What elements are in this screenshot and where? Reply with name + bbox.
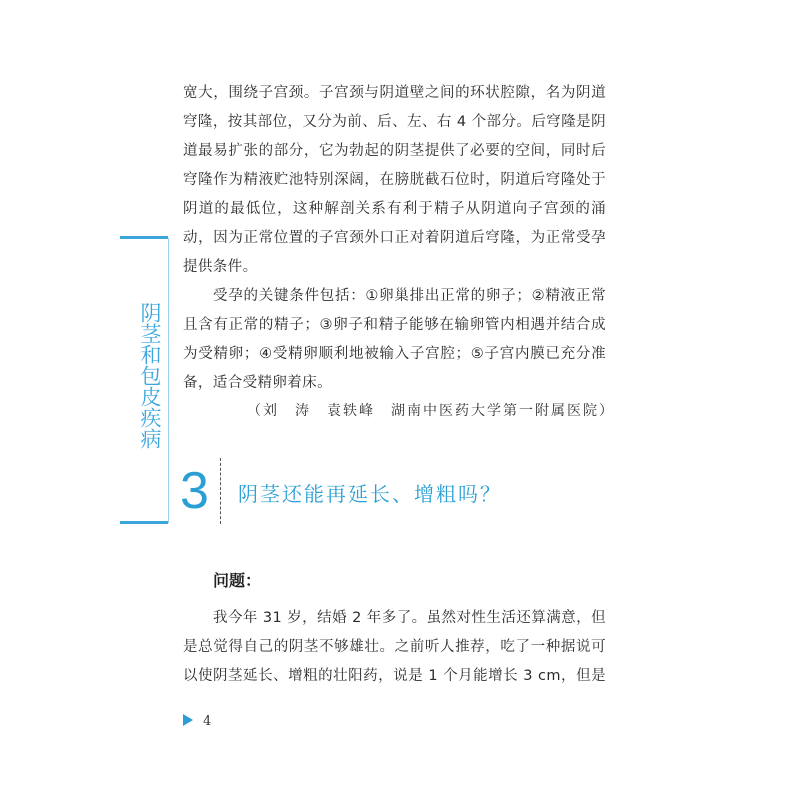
section-title: 阴茎还能再延长、增粗吗？ <box>238 482 502 506</box>
sidebar-bottom-rule <box>120 521 168 524</box>
sidebar-vertical-rule <box>168 238 169 523</box>
page-footer <box>183 714 211 729</box>
body-line: 道最易扩张的部分，它为勃起的阴茎提供了必要的空间，同时后 <box>183 143 606 159</box>
author-citation: （刘 涛 袁轶峰 湖南中医药大学第一附属医院） <box>247 403 615 419</box>
body-line: 备，适合受精卵着床。 <box>183 375 332 391</box>
body-line: 且含有正常的精子；③卵子和精子能够在输卵管内相遇并结合成 <box>183 317 606 333</box>
body-line: 是总觉得自己的阴茎不够雄壮。之前听人推荐，吃了一种据说可 <box>183 639 606 655</box>
body-line: 穹隆作为精液贮池特别深阔，在膀胱截石位时，阴道后穹隆处于 <box>183 172 606 188</box>
body-line: 我今年 31 岁，结婚 2 年多了。虽然对性生活还算满意，但 <box>213 610 606 626</box>
body-line: 穹隆，按其部位，又分为前、后、左、右 4 个部分。后穹隆是阴 <box>183 114 606 130</box>
page-number: 4 <box>203 714 212 729</box>
section-divider <box>220 458 221 524</box>
body-line: 受孕的关键条件包括：①卵巢排出正常的卵子；②精液正常 <box>213 288 606 304</box>
body-line: 动，因为正常位置的子宫颈外口正对着阴道后穹隆，为正常受孕 <box>183 230 606 246</box>
body-line: 宽大，围绕子宫颈。子宫颈与阴道壁之间的环状腔隙，名为阴道 <box>183 85 606 101</box>
body-line: 阴道的最低位，这种解剖关系有利于精子从阴道向子宫颈的涌 <box>183 201 606 217</box>
triangle-marker-icon <box>183 714 193 726</box>
body-line: 以使阴茎延长、增粗的壮阳药，说是 1 个月能增长 3 cm，但是 <box>183 668 606 684</box>
question-label: 问题： <box>213 571 262 590</box>
body-line: 提供条件。 <box>183 259 258 275</box>
body-line: 为受精卵；④受精卵顺利地被输入子宫腔；⑤子宫内膜已充分准 <box>183 346 606 362</box>
chapter-title-vertical: 阴茎和包皮疾病 <box>138 302 162 449</box>
sidebar-top-rule <box>120 236 168 239</box>
section-number: 3 <box>180 462 209 520</box>
